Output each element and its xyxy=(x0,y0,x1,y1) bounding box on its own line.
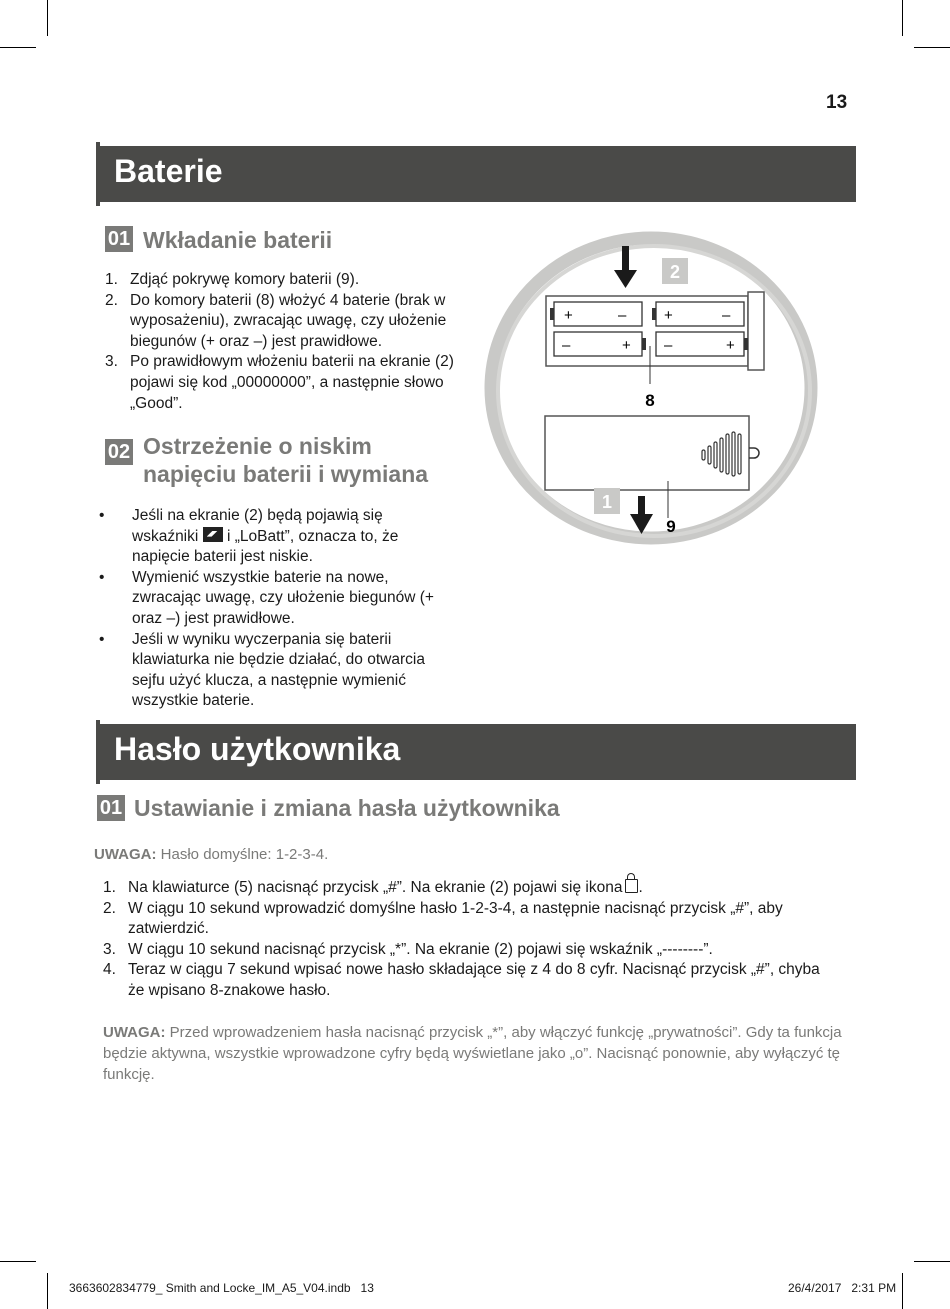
battery-icon xyxy=(656,332,748,356)
svg-text:+: + xyxy=(622,337,631,354)
crop-mark xyxy=(914,1261,950,1262)
numbered-list xyxy=(103,878,823,1002)
section-number-badge: 01 xyxy=(105,226,133,252)
crop-mark xyxy=(0,1261,36,1262)
list-item: 1. Zdjąć pokrywę komory baterii (9). xyxy=(105,271,360,288)
list-item: 3. W ciągu 10 sekund nacisnąć przycisk „*”. Na ekranie (2) pojawi się wskaźnik „--------”. xyxy=(103,940,713,958)
crop-mark xyxy=(902,0,903,36)
list-item: 4. Teraz w ciągu 7 sekund wpisać nowe hasło składające się z 4 do 8 cyfr. Nacisnąć przycisk „#”, chyba że wpisano 8-znakowe hasło. xyxy=(103,961,820,999)
list-item: • Jeśli na ekranie (2) będą pojawią się wskaźniki i „LoBatt”, oznacza to, że napięcie baterii jest niskie. xyxy=(99,507,399,566)
callout-label-9: 9 xyxy=(666,517,676,536)
crop-mark xyxy=(0,47,36,48)
svg-text:+: + xyxy=(564,307,573,324)
crop-mark xyxy=(914,47,950,48)
subsection-title: Ostrzeżenie o niskim napięciu baterii i wymiana xyxy=(143,433,429,487)
section-banner-password xyxy=(96,724,856,780)
battery-compartment-diagram xyxy=(478,226,834,562)
arrow-down-icon xyxy=(614,246,637,288)
low-battery-indicator-icon xyxy=(203,527,223,542)
step-label-1-text: 1 xyxy=(601,492,613,512)
svg-text:–: – xyxy=(722,307,731,324)
battery-icon xyxy=(652,302,744,326)
callout-label-8: 8 xyxy=(645,391,655,410)
list-item: 2. W ciągu 10 sekund wprowadzić domyślne hasło 1-2-3-4, a następnie nacisnąć przycisk „#”, aby zatwierdzić. xyxy=(103,899,783,938)
bullet-list xyxy=(99,506,449,712)
step-label-2-text: 2 xyxy=(669,262,681,282)
page-number: 13 xyxy=(826,92,848,113)
battery-cover xyxy=(545,416,749,490)
svg-text:–: – xyxy=(664,337,673,354)
default-password-note: UWAGA: Hasło domyślne: 1-2-3-4. xyxy=(94,846,329,863)
svg-text:–: – xyxy=(618,307,627,324)
footer-timestamp: 26/4/2017 2:31 PM xyxy=(788,1281,897,1295)
subsection-title: Ustawianie i zmiana hasła użytkownika xyxy=(134,795,560,821)
subsection-title: Wkładanie baterii xyxy=(143,227,333,253)
crop-mark xyxy=(47,1273,48,1309)
privacy-note: UWAGA: Przed wprowadzeniem hasła nacisnąć przycisk „*”, aby włączyć funkcję „prywatności”. Gdy ta funkcja będzie aktywna, wszystkie wprowadzone cyfry będą wyświetlane jako „o”. Nacisnąć ponownie, aby wyłączyć tę funkcję. xyxy=(103,1024,842,1083)
footer-file-info: 3663602834779_ Smith and Locke_IM_A5_V04.indb 13 xyxy=(69,1281,374,1295)
section-title: Hasło użytkownika xyxy=(114,731,401,767)
list-item: 1. Na klawiaturce (5) nacisnąć przycisk „#”. Na ekranie (2) pojawi się ikona . xyxy=(103,879,643,896)
numbered-list xyxy=(105,270,470,414)
section-number-badge: 02 xyxy=(105,439,133,465)
svg-text:+: + xyxy=(726,337,735,354)
lock-icon xyxy=(625,879,638,893)
crop-mark xyxy=(47,0,48,36)
section-number-badge: 01 xyxy=(97,795,125,821)
section-banner-battery xyxy=(96,146,856,202)
battery-icon xyxy=(554,332,646,356)
list-item: 2. Do komory baterii (8) włożyć 4 baterie (brak w wyposażeniu), zwracając uwagę, czy ułożenie biegunów (+ oraz –) jest prawidłowe. xyxy=(105,291,447,350)
crop-mark xyxy=(902,1273,903,1309)
list-item: 3. Po prawidłowym włożeniu baterii na ekranie (2) pojawi się kod „00000000”, a następnie słowo „Good”. xyxy=(105,353,454,412)
section-title: Baterie xyxy=(114,153,223,189)
arrow-down-icon xyxy=(630,496,653,534)
svg-text:+: + xyxy=(664,307,673,324)
list-item: • Jeśli w wyniku wyczerpania się baterii klawiaturka nie będzie działać, do otwarcia sejfu użyć klucza, a następnie wymienić wszystkie baterie. xyxy=(99,630,425,710)
battery-icon xyxy=(550,302,642,326)
svg-text:–: – xyxy=(562,337,571,354)
list-item: • Wymienić wszystkie baterie na nowe, zwracając uwagę, czy ułożenie biegunów (+ oraz –) jest prawidłowe. xyxy=(99,568,434,627)
